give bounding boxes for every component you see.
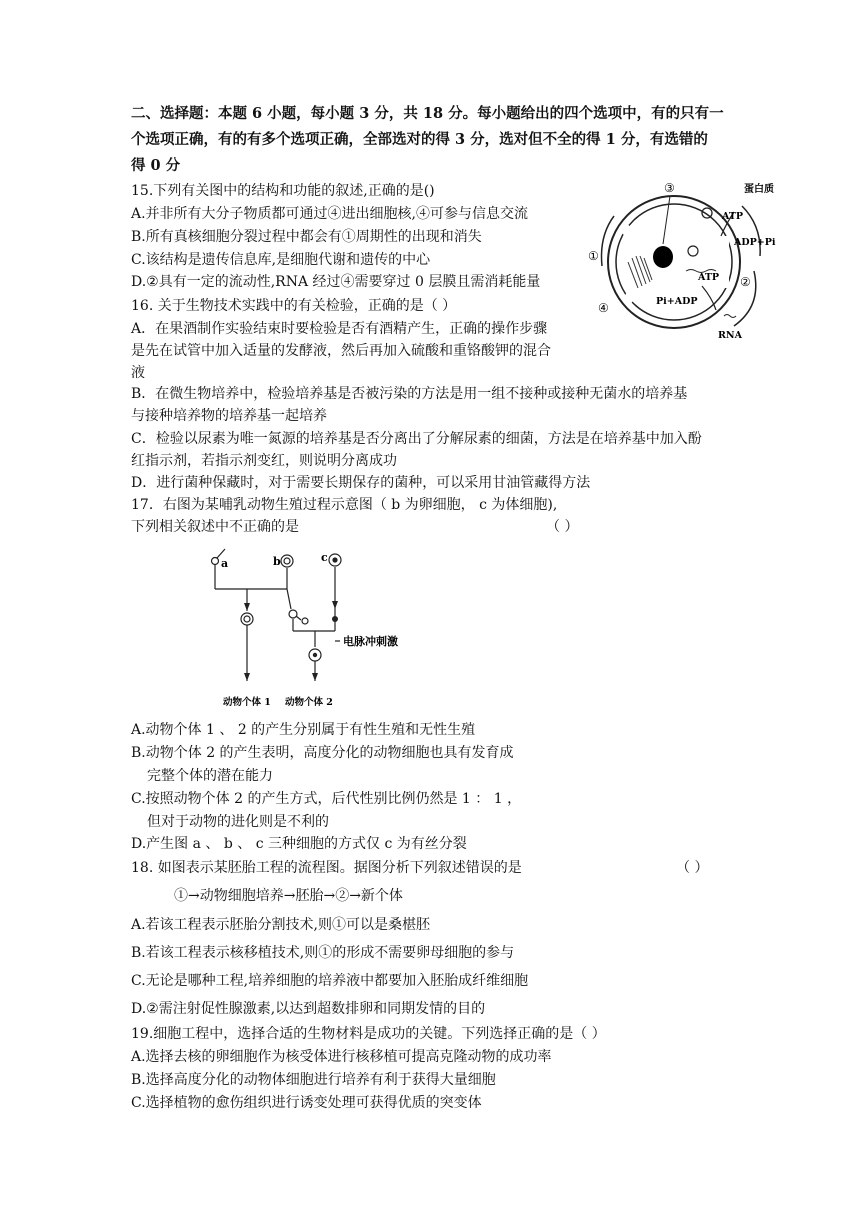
q17-option-c-line-1: C.按照动物个体 2 的产生方式，后代性别比例仍然是 1 ： 1 ， (131, 791, 522, 807)
label-2: ② (740, 275, 751, 289)
section-header-line-3: 得 0 分 (131, 157, 181, 174)
q17-stem-line-1: 17．右图为某哺乳动物生殖过程示意图（ b 为卵细胞， c 为体细胞), (131, 497, 558, 513)
q15-option-a: A.并非所有大分子物质都可通过④进出细胞核,④可参与信息交流 (131, 206, 529, 222)
label-c: c (321, 551, 328, 564)
q17-option-b-line-1: B.动物个体 2 的产生表明，高度分化的动物细胞也具有发育成 (131, 745, 514, 761)
q19-stem: 19.细胞工程中，选择合适的生物材料是成功的关键。下列选择正确的是（ ） (131, 1026, 606, 1042)
q16-option-c-line-1: C．检验以尿素为唯一氮源的培养基是否分离出了分解尿素的细菌，方法是在培养基中加入酚 (131, 431, 702, 447)
q17-option-b-line-2: 完整个体的潜在能力 (147, 768, 273, 784)
label-animal-2: 动物个体 2 (285, 697, 333, 708)
q15-stem: 15.下列有关图中的结构和功能的叙述,正确的是() (131, 183, 435, 199)
q17-answer-paren: （ ） (546, 519, 579, 535)
sperm-a-shape (212, 558, 219, 565)
label-atp-mid: ATP (698, 272, 720, 283)
q15-option-c: C.该结构是遗传信息库,是细胞代谢和遗传的中心 (131, 252, 431, 268)
q18-option-c: C.无论是哪种工程,培养细胞的培养液中都要加入胚胎成纤维细胞 (131, 973, 529, 989)
label-animal-1: 动物个体 1 (223, 697, 271, 708)
label-a: a (221, 557, 229, 570)
q17-option-a: A.动物个体 1 、 2 的产生分别属于有性生殖和无性生殖 (131, 722, 476, 738)
q18-answer-paren: （ ） (676, 860, 709, 876)
q19-option-b: B.选择高度分化的动物体细胞进行培养有利于获得大量细胞 (131, 1072, 496, 1088)
label-adp-pi: ADP+Pi (734, 237, 776, 248)
nucleus-figure (584, 176, 794, 344)
q16-option-a-line-3: 液 (131, 365, 145, 381)
label-3: ③ (664, 181, 675, 195)
q18-option-d: D.②需注射促性腺激素,以达到超数排卵和同期发情的目的 (131, 1001, 486, 1017)
section-header-line-2: 个选项正确，有的有多个选项正确，全部选对的得 3 分，选对但不全的得 1 分，有选错的 (131, 131, 708, 148)
q17-option-c-line-2: 但对于动物的进化则是不利的 (147, 814, 329, 830)
label-b: b (273, 555, 281, 568)
label-pi-adp: Pi+ADP (656, 296, 698, 307)
q16-stem: 16. 关于生物技术实践中的有关检验，正确的是（ ） (131, 298, 457, 314)
label-4: ④ (598, 301, 609, 315)
q15-option-d: D.②具有一定的流动性,RNA 经过④需要穿过 0 层膜且需消耗能量 (131, 274, 541, 290)
nucleolus-shape (653, 246, 673, 268)
label-1: ① (588, 249, 599, 263)
label-atp-top: ATP (722, 211, 744, 222)
q16-option-a-line-1: A．在果酒制作实验结束时要检验是否有酒精产生，正确的操作步骤 (131, 321, 548, 337)
section-header-line-1: 二、选择题：本题 6 小题，每小题 3 分，共 18 分。每小题给出的四个选项中，有的只有一 (131, 105, 724, 122)
reproduction-figure (205, 545, 435, 715)
label-stimulus: 电脉冲刺激 (343, 635, 398, 648)
q18-option-b: B.若该工程表示核移植技术,则①的形成不需要卵母细胞的参与 (131, 945, 515, 961)
q15-option-b: B.所有真核细胞分裂过程中都会有①周期性的出现和消失 (131, 229, 482, 245)
q17-stem-line-2: 下列相关叙述中不正确的是 (131, 519, 299, 535)
q18-flow-chart: ①→动物细胞培养→胚胎→②→新个体 (174, 888, 403, 904)
q16-option-b-line-1: B．在微生物培养中，检验培养基是否被污染的方法是用一组不接种或接种无菌水的培养基 (131, 386, 688, 402)
q18-option-a: A.若该工程表示胚胎分割技术,则①可以是桑椹胚 (131, 917, 431, 933)
q18-stem: 18. 如图表示某胚胎工程的流程图。据图分析下列叙述错误的是 (131, 860, 522, 876)
q19-option-a: A.选择去核的卵细胞作为核受体进行核移植可提高克隆动物的成功率 (131, 1049, 552, 1065)
q16-option-d: D．进行菌种保藏时，对于需要长期保存的菌种，可以采用甘油管藏得方法 (131, 475, 591, 491)
chromatin-shape (628, 256, 652, 288)
q17-option-d: D.产生图 a 、 b 、 c 三种细胞的方式仅 c 为有丝分裂 (131, 836, 467, 852)
q16-option-a-line-2: 是先在试管中加入适量的发酵液，然后再加入硫酸和重铬酸钾的混合 (131, 343, 551, 359)
q19-option-c: C.选择植物的愈伤组织进行诱变处理可获得优质的突变体 (131, 1095, 482, 1111)
q16-option-c-line-2: 红指示剂，若指示剂变红，则说明分离成功 (131, 453, 397, 469)
label-protein: 蛋白质 (744, 184, 774, 195)
q16-option-b-line-2: 与接种培养物的培养基一起培养 (131, 408, 327, 424)
label-rna: RNA (718, 330, 742, 341)
